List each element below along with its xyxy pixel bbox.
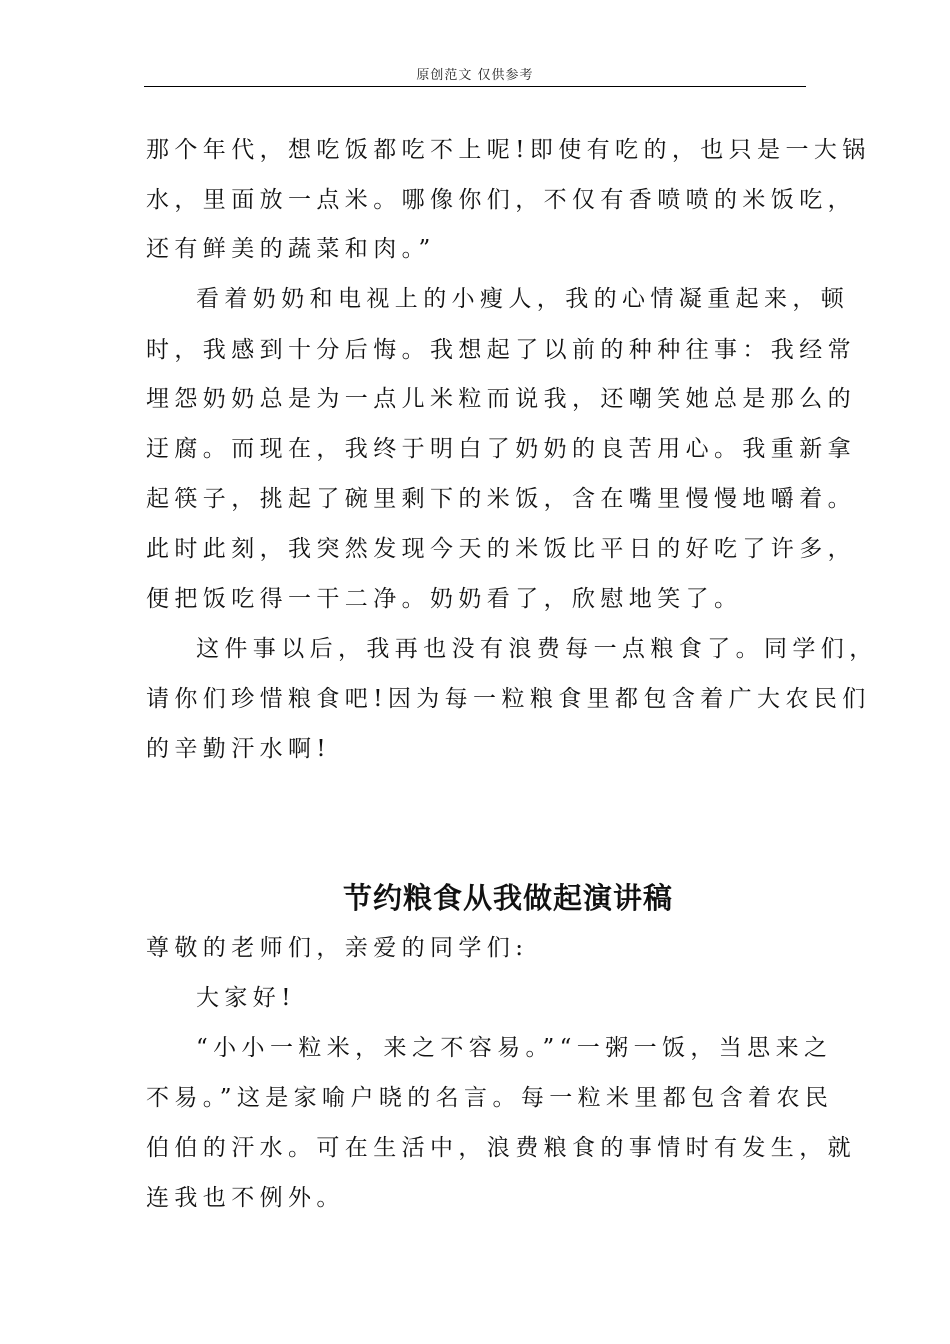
- text-line: 连我也不例外。: [146, 1185, 345, 1211]
- text-line: 便把饭吃得一干二净。奶奶看了，欣慰地笑了。: [146, 586, 743, 612]
- text-line: 请你们珍惜粮食吧!因为每一粒粮食里都包含着广大农民们: [146, 686, 871, 712]
- text-line: 埋怨奶奶总是为一点儿米粒而说我，还嘲笑她总是那么的: [146, 386, 856, 412]
- text-line: “小小一粒米，来之不容易。”“一粥一饭，当思来之: [196, 1035, 833, 1061]
- greeting: 大家好!: [196, 985, 296, 1011]
- header-rule: [144, 86, 806, 87]
- text-line: 起筷子，挑起了碗里剩下的米饭，含在嘴里慢慢地嚼着。: [146, 486, 856, 512]
- text-line: 的辛勤汗水啊!: [146, 736, 332, 762]
- text-line: 这件事以后，我再也没有浪费每一点粮食了。同学们，: [196, 636, 878, 662]
- page-header: 原创范文 仅供参考: [416, 68, 534, 83]
- text-line: 此时此刻，我突然发现今天的米饭比平日的好吃了许多，: [146, 536, 856, 562]
- text-line: 不易。”这是家喻户晓的名言。每一粒米里都包含着农民: [146, 1085, 834, 1111]
- text-line: 看着奶奶和电视上的小瘦人，我的心情凝重起来，顿: [196, 286, 850, 312]
- salutation: 尊敬的老师们，亲爱的同学们:: [146, 935, 529, 961]
- text-line: 还有鲜美的蔬菜和肉。”: [146, 236, 436, 262]
- speech-title: 节约粮食从我做起演讲稿: [342, 881, 673, 915]
- text-line: 时，我感到十分后悔。我想起了以前的种种往事：我经常: [146, 337, 856, 363]
- text-line: 水，里面放一点米。哪像你们，不仅有香喷喷的米饭吃，: [146, 187, 856, 213]
- text-line: 伯伯的汗水。可在生活中，浪费粮食的事情时有发生，就: [146, 1135, 856, 1161]
- text-line: 迂腐。而现在，我终于明白了奶奶的良苦用心。我重新拿: [146, 436, 856, 462]
- text-line: 那个年代，想吃饭都吃不上呢!即使有吃的，也只是一大锅: [146, 137, 871, 163]
